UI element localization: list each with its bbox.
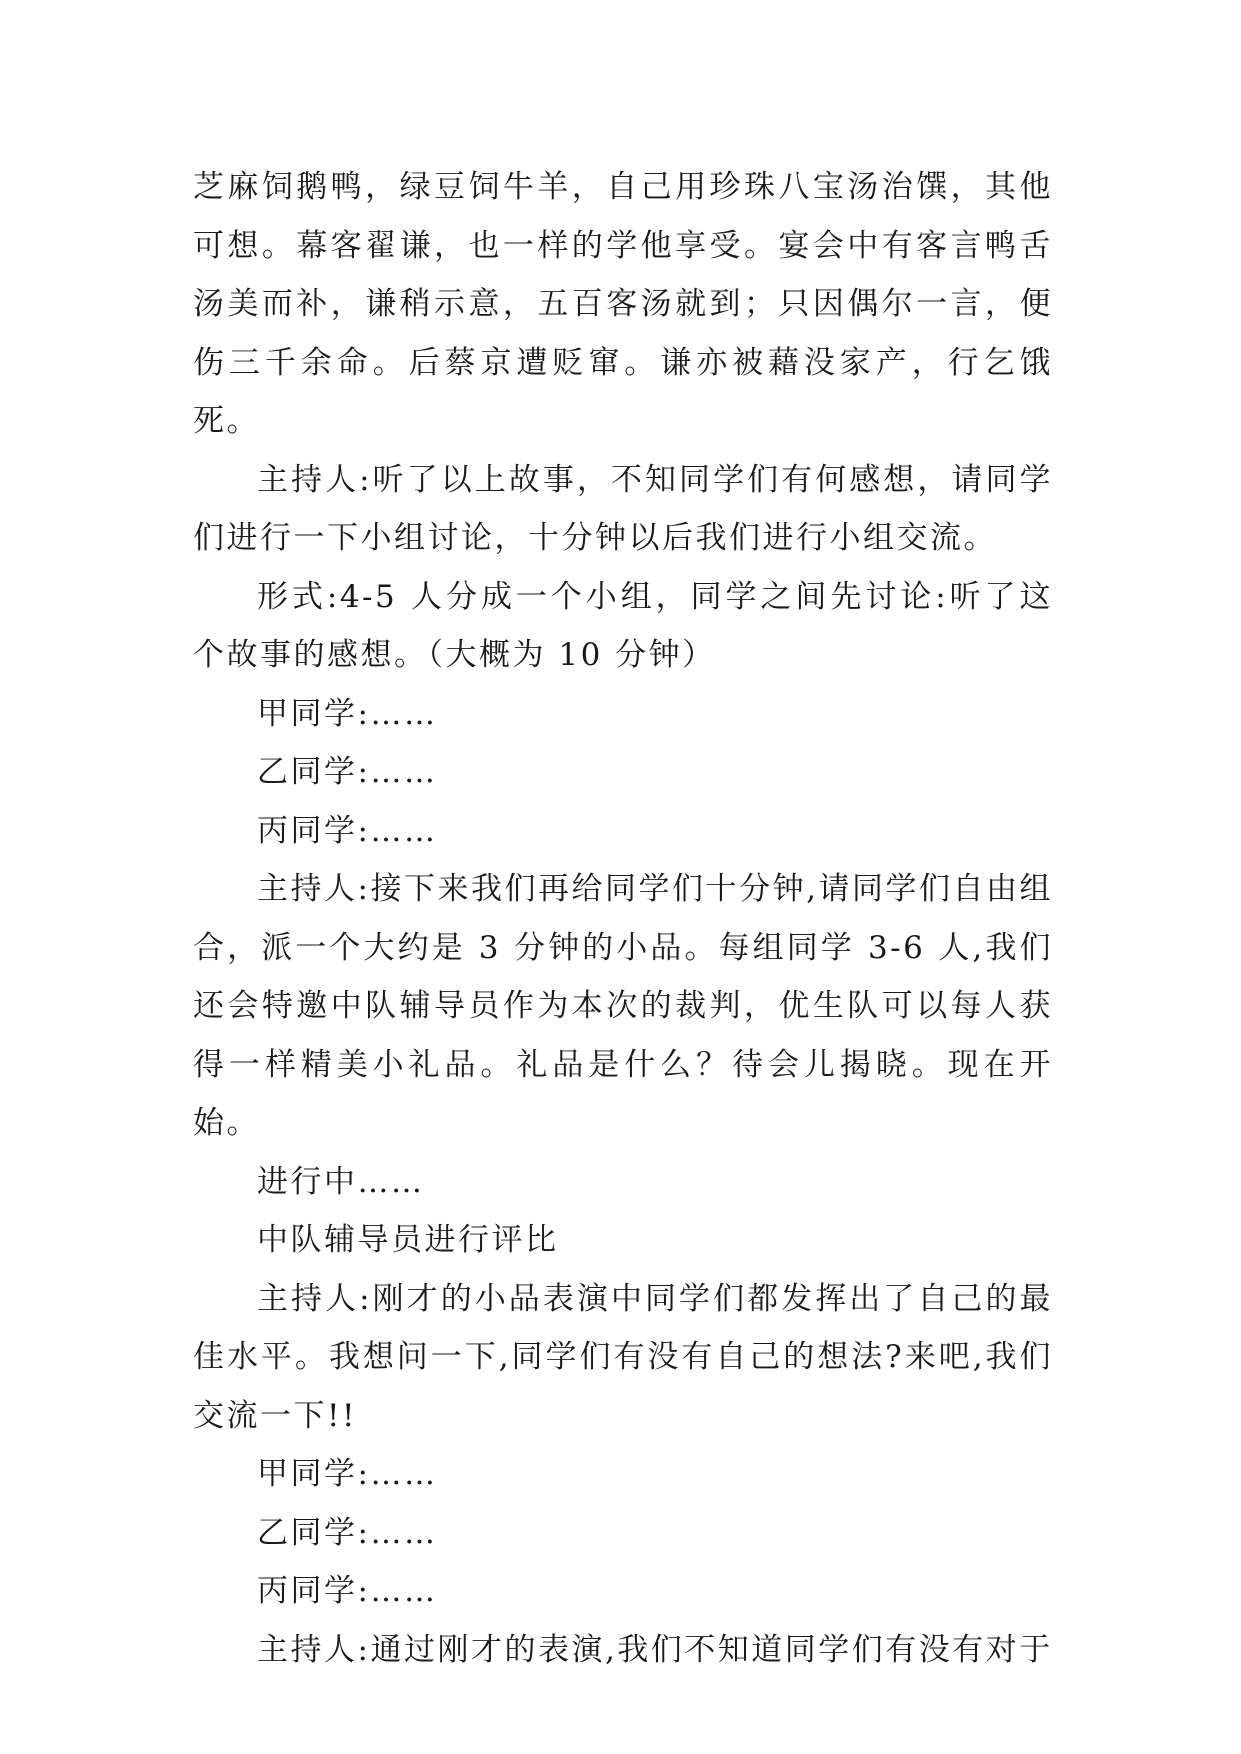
paragraph-student-a: 甲同学:…… xyxy=(257,695,438,732)
paragraph-host-discussion: 主持人:听了以上故事，不知同学们有何感想，请同学们进行一下小组讨论，十分钟以后我们进行小组交流。 xyxy=(193,461,1053,556)
paragraph-format: 形式:4-5 人分成一个小组，同学之间先讨论:听了这个故事的感想。（大概为 10 分钟） xyxy=(193,578,1053,673)
paragraph-student-a-2: 甲同学:…… xyxy=(257,1456,438,1492)
paragraph-host-closing: 主持人:通过刚才的表演,我们不知道同学们有没有对于 xyxy=(257,1631,1053,1668)
paragraph-student-c: 丙同学:…… xyxy=(257,812,438,849)
paragraph-host-skit: 主持人:接下来我们再给同学们十分钟,请同学们自由组合，派一个大约是 3 分钟的小品。每组同学 3-6 人,我们还会特邀中队辅导员作为本次的裁判，优生队可以每人获得一样精美小礼品。礼品是什么？待会儿揭晓。现在开始。 xyxy=(193,871,1053,1141)
paragraph-in-progress: 进行中…… xyxy=(257,1163,425,1200)
document-body xyxy=(193,158,1053,1679)
paragraph-student-b: 乙同学:…… xyxy=(257,754,438,790)
paragraph-student-b-2: 乙同学:…… xyxy=(257,1514,438,1551)
paragraph-judging: 中队辅导员进行评比 xyxy=(257,1222,559,1258)
paragraph-story-continuation: 芝麻饲鹅鸭，绿豆饲牛羊，自己用珍珠八宝汤治馔，其他可想。幕客翟谦，也一样的学他享受。宴会中有客言鸭舌汤美而补，谦稍示意，五百客汤就到；只因偶尔一言，便伤三千余命。后蔡京遭贬窜。谦亦被藉没家产，行乞饿死。 xyxy=(193,169,1053,439)
paragraph-student-c-2: 丙同学:…… xyxy=(257,1573,438,1609)
paragraph-host-exchange: 主持人:刚才的小品表演中同学们都发挥出了自己的最佳水平。我想问一下,同学们有没有自己的想法?来吧,我们交流一下!! xyxy=(193,1280,1053,1434)
